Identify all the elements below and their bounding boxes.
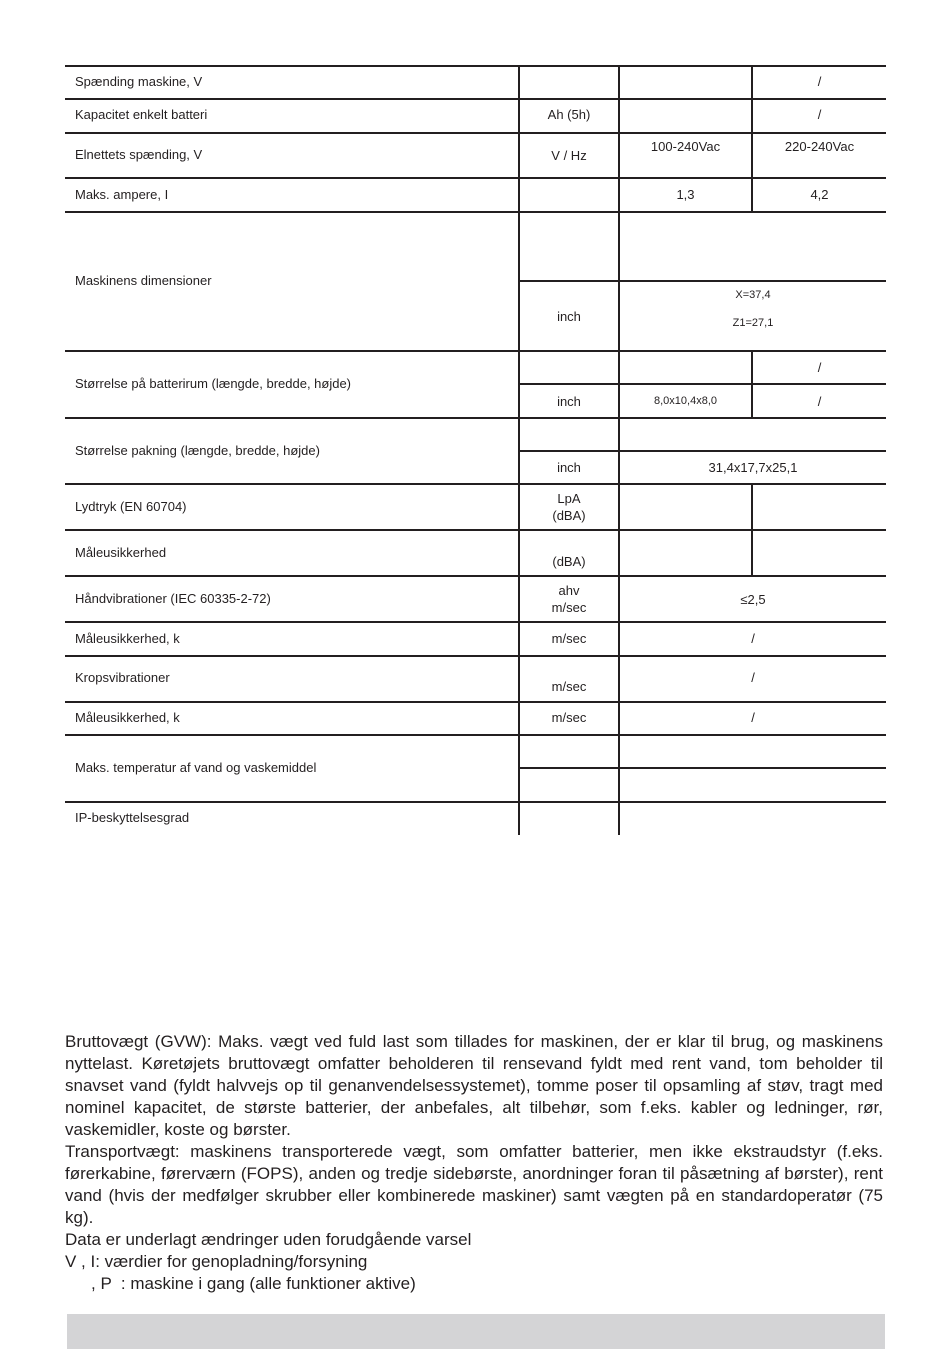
cell-value: 100-240Vac — [650, 139, 721, 154]
table-rule — [65, 529, 886, 531]
table-rule — [751, 483, 753, 576]
cell-value: / — [817, 74, 822, 89]
disclaimer-note: Data er underlagt ændringer uden forudgående varsel — [65, 1230, 472, 1249]
cell-unit: ahv — [558, 583, 580, 598]
table-rule — [518, 767, 886, 769]
cell-value: / — [817, 360, 822, 375]
legend-p: , P : maskine i gang (alle funktioner aktive) — [91, 1274, 416, 1293]
row-label: Spænding maskine, V — [75, 74, 203, 89]
cell-value: / — [751, 631, 755, 646]
row-label: Kropsvibrationer — [75, 670, 170, 685]
table-rule — [65, 483, 886, 485]
table-rule — [65, 132, 886, 134]
row-label: Elnettets spænding, V — [75, 147, 203, 162]
notes-section — [65, 1031, 883, 1295]
table-rule — [65, 655, 886, 657]
cell-value: 1,3 — [676, 187, 695, 202]
cell-value: X=37,4 — [735, 289, 771, 301]
row-label: Størrelse på batterirum (længde, bredde, højde) — [75, 376, 352, 391]
table-rule — [65, 575, 886, 577]
table-rule — [65, 701, 886, 703]
table-rule — [65, 350, 886, 352]
cell-value: 8,0x10,4x8,0 — [654, 395, 717, 407]
row-label: Maks. temperatur af vand og vaskemiddel — [75, 760, 317, 775]
table-rule — [65, 734, 886, 736]
cell-value: 31,4x17,7x25,1 — [708, 460, 798, 475]
table-rule — [65, 211, 886, 213]
transport-weight-note: Transportvægt: maskinens transporterede vægt, som omfatter batterier, men ikke ekstraudstyr (f.eks. førerkabine, førerværn (FOPS), anden og tredje sidebørste, anordninger foran til påsætning af børster), rent vand (hvis der medfølger skrubber eller kombinerede maskiner) samt vægten på en standardoperatør (75 kg). — [65, 1142, 883, 1227]
cell-value: 220-240Vac — [784, 139, 855, 154]
table-rule — [65, 801, 886, 803]
cell-unit: m/sec — [551, 710, 587, 725]
table-rule — [518, 450, 886, 452]
row-label: Størrelse pakning (længde, bredde, højde) — [75, 443, 320, 458]
cell-unit: inch — [557, 460, 581, 475]
row-label: Måleusikkerhed, k — [75, 710, 180, 725]
cell-value: / — [817, 107, 822, 122]
cell-value: / — [751, 670, 755, 685]
row-label: Håndvibrationer (IEC 60335-2-72) — [75, 591, 271, 606]
legend-v-i: V , I: værdier for genopladning/forsyning — [65, 1252, 368, 1271]
row-label: Måleusikkerhed, k — [75, 631, 180, 646]
cell-unit: Ah (5h) — [547, 107, 591, 122]
table-rule — [518, 383, 886, 385]
row-label: Maskinens dimensioner — [75, 273, 212, 288]
cell-unit: m/sec — [551, 631, 587, 646]
cell-unit: V / Hz — [551, 148, 587, 163]
table-rule — [65, 177, 886, 179]
row-label: Måleusikkerhed — [75, 545, 167, 560]
cell-value: ≤2,5 — [740, 592, 766, 607]
table-rule — [518, 280, 886, 282]
table-rule — [65, 98, 886, 100]
cell-unit: (dBA) — [552, 508, 586, 523]
row-label: Maks. ampere, I — [75, 187, 169, 202]
row-label: Lydtryk (EN 60704) — [75, 499, 187, 514]
row-label: Kapacitet enkelt batteri — [75, 107, 208, 122]
cell-unit: LpA — [557, 491, 581, 506]
row-label: IP-beskyttelsesgrad — [75, 810, 190, 825]
table-rule — [65, 65, 886, 67]
cell-unit: m/sec — [551, 600, 587, 615]
cell-value: / — [817, 394, 822, 409]
cell-value: / — [751, 710, 755, 725]
cell-unit: m/sec — [551, 679, 587, 694]
cell-unit: inch — [557, 394, 581, 409]
table-rule — [65, 621, 886, 623]
cell-value: 4,2 — [810, 187, 829, 202]
cell-unit: (dBA) — [552, 554, 586, 569]
cell-value: Z1=27,1 — [732, 317, 774, 329]
cell-unit: inch — [557, 309, 581, 324]
table-rule — [65, 417, 886, 419]
footer-bar — [67, 1314, 885, 1349]
gross-weight-note: Bruttovægt (GVW): Maks. vægt ved fuld last som tillades for maskinen, der er klar til brug, og maskinens nyttelast. Køretøjets bruttovægt omfatter beholderen til rensevand fyldt med rent vand, tom beholder til snavset vand (fyldt halvvejs op til genanvendelsessystemet), tomme poser til opsamling af støv, tragt med nominel kapacitet, de største batterier, der anbefales, alt tilbehør, som f.eks. kabler og ledninger, rør, vaskemidler, koste og børster. — [65, 1032, 883, 1139]
